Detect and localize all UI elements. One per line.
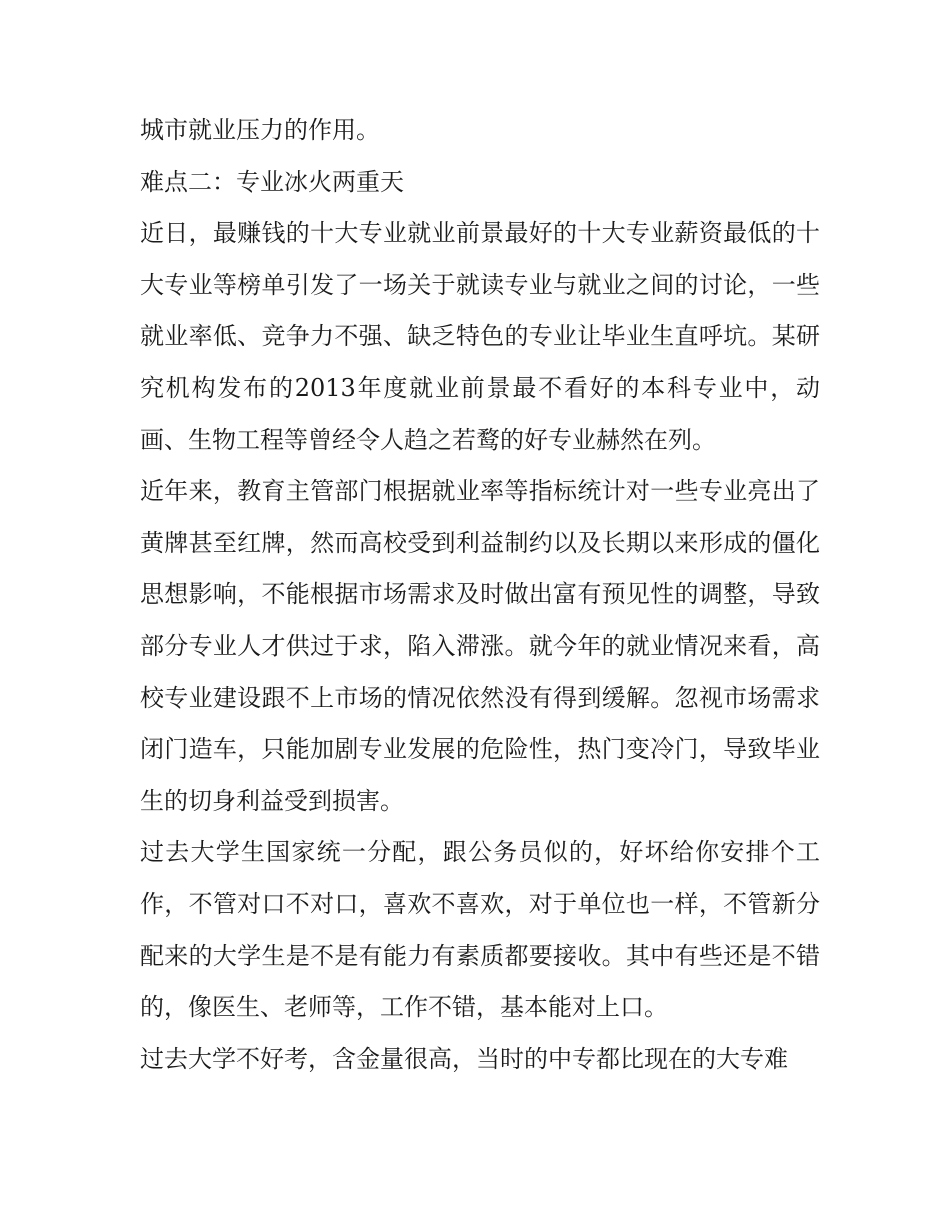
paragraph: 过去大学生国家统一分配，跟公务员似的，好坏给你安排个工作，不管对口不对口，喜欢不喜欢，对于单位也一样，不管新分配来的大学生是不是有能力有素质都要接收。其中有些还是不错的，像医生、老师等，工作不错，基本能对上口。 [140,838,820,1022]
paragraph: 近年来，教育主管部门根据就业率等指标统计对一些专业亮出了黄牌甚至红牌，然而高校受到利益制约以及长期以来形成的僵化思想影响，不能根据市场需求及时做出富有预见性的调整，导致部分专业人才供过于求，陷入滞涨。就今年的就业情况来看，高校专业建设跟不上市场的情况依然没有得到缓解。忽视市场需求闭门造车，只能加剧专业发展的危险性，热门变冷门，导致毕业生的切身利益受到损害。 [140,477,820,815]
document-body [140,105,820,1085]
paragraph: 城市就业压力的作用。 [140,116,380,144]
paragraph: 过去大学不好考，含金量很高，当时的中专都比现在的大专难 [140,1044,788,1073]
section-heading: 难点二：专业冰火两重天 [140,167,404,196]
paragraph: 近日，最赚钱的十大专业就业前景最好的十大专业薪资最低的十大专业等榜单引发了一场关于就读专业与就业之间的讨论，一些就业率低、竞争力不强、缺乏特色的专业让毕业生直呼坑。某研究机构发布的2013年度就业前景最不看好的本科专业中，动画、生物工程等曾经令人趋之若鹜的好专业赫然在列。 [140,219,820,454]
